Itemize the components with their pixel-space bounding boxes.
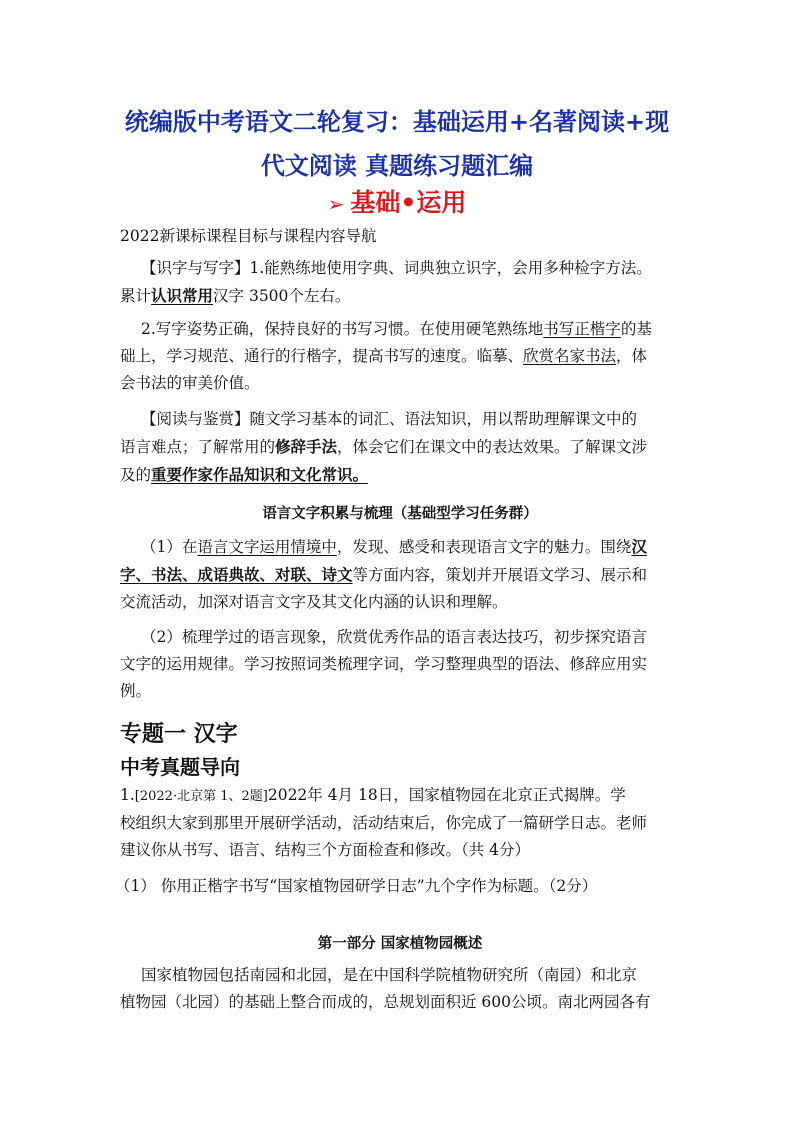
question-1: 1.[2022·北京第 1、2题]2022年 4月 18日，国家植物园在北京正式揭牌。学 校组织大家到那里开展研学活动，活动结束后，你完成了一篇研学日志。老师 建议你从书写、语言、结构三个方面检查和修改。（共 4分） (120, 786, 648, 859)
paragraph-task-2: （2）梳理学过的语言现象，欣赏优秀作品的语言表达技巧，初步探究语言 文字的运用规律。学习按照词类梳理字词，学习整理典型的语法、修辞应用实 例。 (120, 628, 648, 700)
paragraph-garden-overview: 国家植物园包括南园和北园，是在中国科学院植物研究所（南园）和北京 植物园（北园）的基础上整合而成的，总规划面积近 600公顷。南北两园各有 (120, 966, 651, 1011)
exam-guide-heading: 中考真题导向 (120, 755, 240, 779)
topic-title: 专题一 汉字 (120, 722, 238, 747)
underlined-term: 欣赏名家书法 (523, 347, 617, 365)
underlined-term: 字、书法、成语典故、对联、诗文 (120, 565, 353, 584)
question-source: [2022·北京第 1、2题] (134, 789, 268, 804)
underlined-term: 重要作家作品知识和文化常识。 (151, 465, 369, 484)
paragraph-writing: 2.写字姿势正确，保持良好的书写习惯。在使用硬笔熟练地书写正楷字的基 础上，学习规范、通行的行楷字，提高书写的速度。临摹、欣赏名家书法，体 会书法的审美价值。 (120, 320, 652, 392)
paragraph-literacy: 【识字与写字】1.能熟练地使用字典、词典独立识字，会用多种检字方法。 累计认识常用汉字 3500个左右。 (120, 259, 652, 305)
arrow-bullet-icon: ➢ (327, 192, 345, 216)
title-line-2: 代文阅读 真题练习题汇编 (260, 152, 534, 180)
underlined-term: 语言文字运用情境中 (197, 538, 337, 556)
question-1-sub-1: （1） 你用正楷字书写“国家植物园研学日志”九个字作为标题。（2分） (115, 877, 598, 895)
document-title (110, 100, 684, 188)
underlined-term: 书写正楷字 (543, 320, 621, 338)
paragraph-task-1: （1）在语言文字运用情境中，发现、感受和表现语言文字的魅力。围绕汉 字、书法、成语典故、对联、诗文等方面内容，策划并开展语文学习、展示和 交流活动，加深对语言文字及其文化内涵的认识和理解。 (120, 537, 648, 611)
task-group-title: 语言文字积累与梳理（基础型学习任务群） (262, 505, 538, 522)
underlined-term: 认识常用 (151, 286, 214, 305)
section-title: 基础•运用 (350, 188, 467, 217)
nav-title: 2022新课标课程目标与课程内容导航 (120, 227, 377, 245)
bold-term: 修辞手法 (275, 437, 338, 456)
paragraph-reading: 【阅读与鉴赏】随文学习基本的词汇、语法知识，用以帮助理解课文中的 语言难点；了解常用的修辞手法，体会它们在课文中的表达效果。了解课文涉 及的重要作家作品知识和文化常识。 (120, 410, 648, 484)
title-line-1: 统编版中考语文二轮复习：基础运用+名著阅读+现 (124, 108, 670, 136)
underlined-term: 汉 (631, 537, 647, 556)
section-heading (0, 186, 794, 221)
part-1-title: 第一部分 国家植物园概述 (317, 935, 483, 952)
